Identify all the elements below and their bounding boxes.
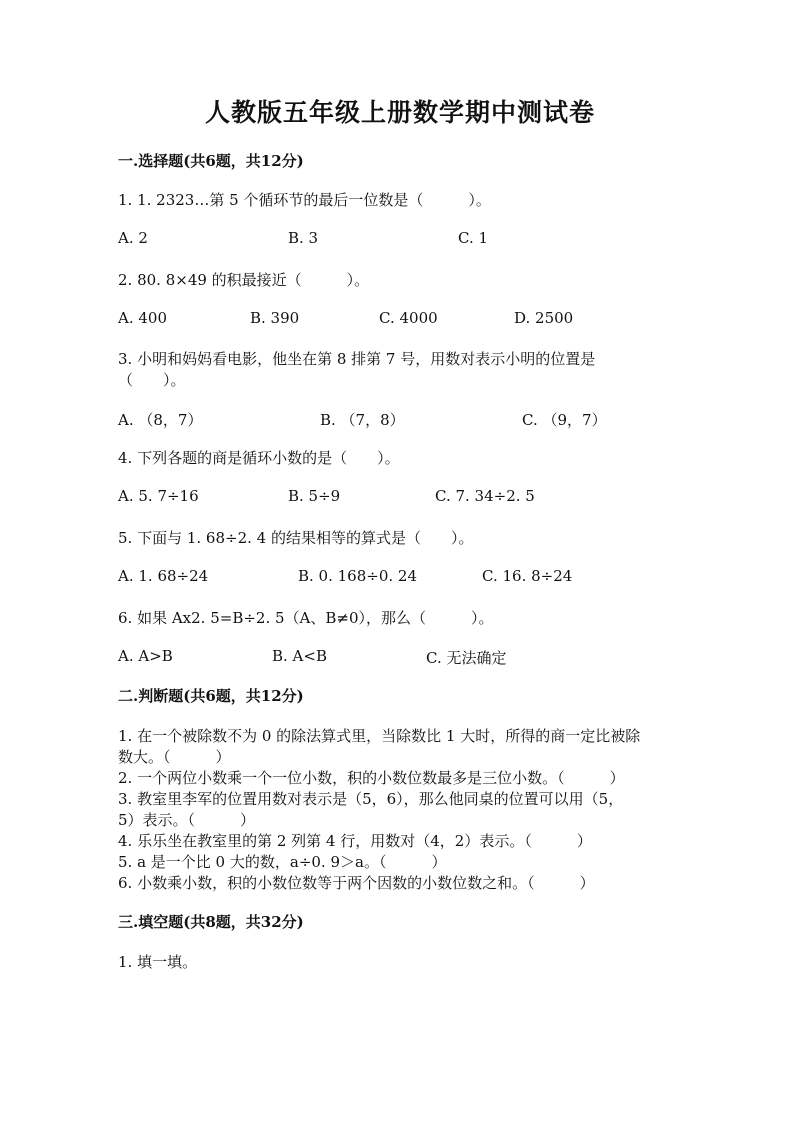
option-b: B. 5÷9 (288, 487, 341, 505)
statement-line: 1. 在一个被除数不为 0 的除法算式里，当除数比 1 大时，所得的商一定比被除 (118, 727, 641, 745)
option-b: B. 390 (250, 309, 300, 327)
question-text: 5. 下面与 1. 68÷2. 4 的结果相等的算式是（ ）。 (118, 529, 474, 547)
statement-line: 3. 教室里李军的位置用数对表示是（5，6），那么他同桌的位置可以用（5， (118, 790, 624, 808)
option-a: A. （8，7） (118, 411, 203, 429)
statement-line: 2. 一个两位小数乘一个一位小数，积的小数位数最多是三位小数。（ ） (118, 769, 625, 787)
section-heading-judgement: 二.判断题(共6题，共12分) (118, 687, 304, 705)
option-b: B. 3 (288, 229, 319, 247)
section-heading-choice: 一.选择题(共6题，共12分) (118, 152, 304, 170)
question-text: 3. 小明和妈妈看电影，他坐在第 8 排第 7 号，用数对表示小明的位置是 (118, 350, 596, 368)
option-c: C. （9，7） (522, 411, 607, 429)
option-c: C. 16. 8÷24 (482, 567, 573, 585)
option-c: C. 无法确定 (426, 649, 507, 667)
question-text: 1. 填一填。 (118, 953, 198, 971)
statement-line: 数大。（ ） (118, 748, 231, 766)
statement-line: 5. a 是一个比 0 大的数，a÷0. 9＞a。（ ） (118, 853, 447, 871)
option-d: D. 2500 (514, 309, 574, 327)
section-heading-fill-blank: 三.填空题(共8题，共32分) (118, 913, 304, 931)
question-text: 1. 1. 2323…第 5 个循环节的最后一位数是（ ）。 (118, 191, 491, 209)
option-a: A. 2 (118, 229, 148, 247)
option-a: A. 400 (118, 309, 167, 327)
statement-line: 5）表示。（ ） (118, 811, 256, 829)
option-a: A. 5. 7÷16 (118, 487, 199, 505)
question-text-continued: （ ）。 (118, 371, 186, 389)
option-a: A. A>B (118, 647, 173, 665)
option-c: C. 1 (458, 229, 489, 247)
option-b: B. 0. 168÷0. 24 (298, 567, 418, 585)
question-text: 2. 80. 8×49 的积最接近（ ）。 (118, 271, 370, 289)
statement-line: 6. 小数乘小数，积的小数位数等于两个因数的小数位数之和。（ ） (118, 874, 595, 892)
option-c: C. 4000 (379, 309, 438, 327)
option-b: B. （7，8） (320, 411, 405, 429)
question-text: 6. 如果 Ax2. 5=B÷2. 5（A、B≠0），那么（ ）。 (118, 609, 494, 627)
question-text: 4. 下列各题的商是循环小数的是（ ）。 (118, 449, 400, 467)
option-b: B. A<B (272, 647, 327, 665)
option-c: C. 7. 34÷2. 5 (435, 487, 535, 505)
option-a: A. 1. 68÷24 (118, 567, 209, 585)
page-title: 人教版五年级上册数学期中测试卷 (204, 98, 595, 127)
statement-line: 4. 乐乐坐在教室里的第 2 列第 4 行，用数对（4，2）表示。（ ） (118, 832, 592, 850)
